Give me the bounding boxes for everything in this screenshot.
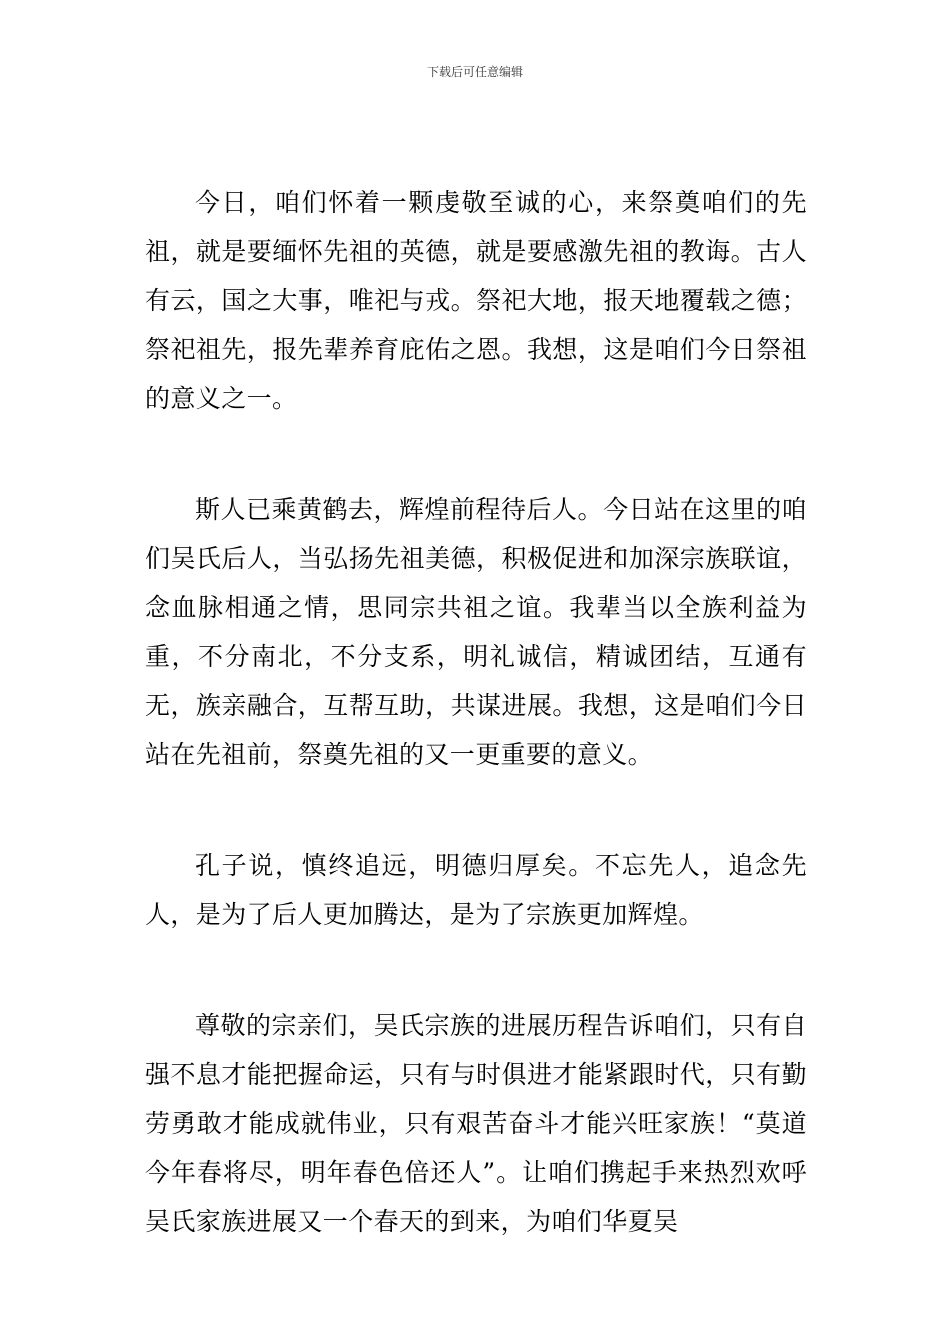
document-body — [145, 178, 807, 1246]
paragraph-3: 孔子说，慎终追远，明德归厚矣。不忘先人，追念先人，是为了后人更加腾达，是为了宗族更加辉煌。 — [145, 851, 807, 929]
paragraph-2: 斯人已乘黄鹤去，辉煌前程待后人。今日站在这里的咱们吴氏后人，当弘扬先祖美德，积极促进和加深宗族联谊，念血脉相通之情，思同宗共祖之谊。我辈当以全族利益为重，不分南北，不分支系，明礼诚信，精诚团结，互通有无，族亲融合，互帮互助，共谋进展。我想，这是咱们今日站在先祖前，祭奠先祖的又一更重要的意义。 — [145, 495, 807, 769]
paragraph-1: 今日，咱们怀着一颗虔敬至诚的心，来祭奠咱们的先祖，就是要缅怀先祖的英德，就是要感激先祖的教诲。古人有云，国之大事，唯祀与戎。祭祀大地，报天地覆载之德；祭祀祖先，报先辈养育庇佑之恩。我想，这是咱们今日祭祖的意义之一。 — [145, 188, 807, 413]
header-note: 下载后可任意编辑 — [426, 65, 523, 79]
paragraph-4: 尊敬的宗亲们，吴氏宗族的进展历程告诉咱们，只有自强不息才能把握命运，只有与时俱进才能紧跟时代，只有勤劳勇敢才能成就伟业，只有艰苦奋斗才能兴旺家族！“莫道今年春将尽，明年春色倍还人”。让咱们携起手来热烈欢呼吴氏家族进展又一个春天的到来，为咱们华夏吴 — [145, 1011, 807, 1236]
